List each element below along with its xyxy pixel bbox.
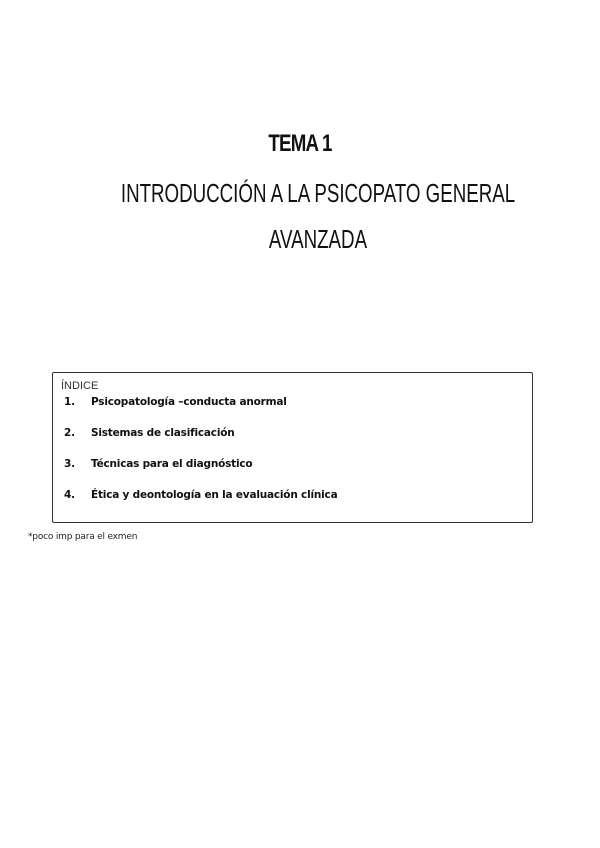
index-item-label: Técnicas para el diagnóstico — [91, 458, 253, 470]
index-item — [64, 396, 287, 408]
index-item-number: 4. — [64, 489, 75, 501]
index-heading: ÍNDICE — [61, 380, 99, 392]
subtitle-line-1: INTRODUCCIÓN A LA PSICOPATO GENERAL — [120, 178, 516, 208]
topic-title — [66, 130, 534, 158]
index-item-number: 1. — [64, 396, 75, 408]
index-item — [64, 427, 235, 439]
index-item-number: 2. — [64, 427, 75, 439]
index-item-label: Sistemas de clasificación — [91, 427, 235, 439]
topic-title-text: TEMA 1 — [268, 130, 332, 157]
index-item — [64, 489, 337, 501]
index-item-label: Psicopatología –conducta anormal — [91, 396, 287, 408]
subtitle-line-2: AVANZADA — [268, 224, 368, 254]
index-item — [64, 458, 252, 470]
footnote: *poco imp para el exmen — [28, 532, 138, 542]
index-box — [52, 372, 533, 523]
index-item-number: 3. — [64, 458, 75, 470]
index-item-label: Ética y deontología en la evaluación clínica — [91, 489, 338, 501]
